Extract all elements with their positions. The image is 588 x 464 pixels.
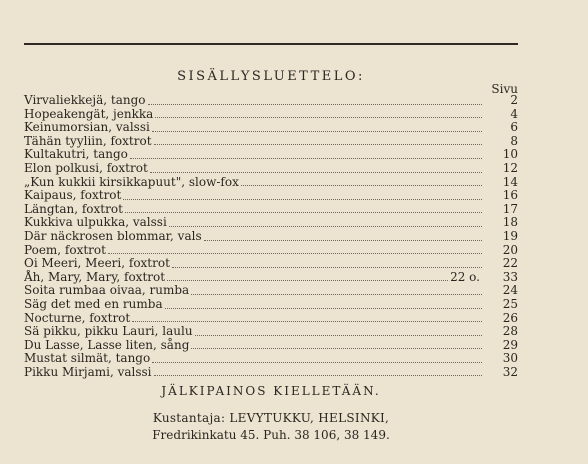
toc-entry-title: Tähän tyyliin, foxtrot — [24, 133, 152, 148]
dot-leader — [148, 102, 483, 105]
toc-entry-title: Keinumorsian, valssi — [24, 120, 150, 135]
toc-entry-title: „Kun kukkii kirsikkapuut", slow-fox — [24, 174, 239, 189]
toc-entry-page: 8 — [510, 133, 518, 148]
reprint-notice: JÄLKIPAINOS KIELLETÄÄN. — [161, 384, 381, 398]
toc-entry-title: Sä pikku, pikku Lauri, laulu — [24, 324, 193, 339]
toc-entry-page: 33 — [502, 269, 518, 284]
toc-entry-title: Hopeakengät, jenkka — [24, 106, 154, 121]
toc-entry — [24, 284, 518, 298]
page-column-header: Sivu — [491, 82, 518, 96]
toc-entry-page: 24 — [502, 283, 518, 298]
toc-entry-title: Mustat silmät, tango — [24, 351, 151, 366]
publisher-line: Kustantaja: LEVYTUKKU, HELSINKI, — [152, 411, 390, 425]
dot-leader — [155, 115, 482, 118]
toc-heading: SISÄLLYSLUETTELO: — [177, 69, 365, 84]
dot-leader — [191, 292, 482, 295]
dot-leader — [195, 333, 482, 336]
toc-entry-page: 20 — [502, 242, 518, 257]
toc-entry — [24, 176, 518, 190]
toc-entry — [24, 257, 518, 271]
toc-entry-page: 10 — [502, 147, 518, 162]
dot-leader — [191, 346, 482, 349]
toc-entry-page: 14 — [502, 174, 518, 189]
toc-entry — [24, 148, 518, 162]
toc-entry-page: 26 — [502, 310, 518, 325]
toc-entry-title: Soita rumbaa oivaa, rumba — [24, 283, 190, 298]
dot-leader — [152, 360, 482, 363]
toc-entry-page: 29 — [502, 337, 518, 352]
dot-leader — [154, 373, 482, 376]
toc-entry — [24, 298, 518, 312]
toc-entry-title: Säg det med en rumba — [24, 296, 163, 311]
toc-entry — [24, 271, 518, 285]
toc-entry-title: Oi Meeri, Meeri, foxtrot — [24, 256, 170, 271]
toc-entry — [24, 108, 518, 122]
toc-entry — [24, 203, 518, 217]
toc-entry-page: 32 — [502, 364, 518, 379]
toc-entry-page: 16 — [502, 188, 518, 203]
dot-leader — [165, 306, 482, 309]
toc-entry-title: Där näckrosen blommar, vals — [24, 228, 202, 243]
toc-entry — [24, 312, 518, 326]
toc-entry-extra-page: 22 o. — [450, 269, 480, 284]
toc-entry-page: 4 — [510, 106, 518, 121]
toc-entry-page: 30 — [502, 351, 518, 366]
dot-leader — [132, 319, 482, 322]
toc-entry — [24, 244, 518, 258]
toc-entry-title: Längtan, foxtrot — [24, 201, 123, 216]
toc-entry-page: 19 — [502, 228, 518, 243]
toc-entry — [24, 339, 518, 353]
top-rule — [24, 43, 518, 45]
dot-leader — [130, 156, 482, 159]
toc-entry — [24, 189, 518, 203]
toc-entry-page: 25 — [502, 296, 518, 311]
dot-leader — [167, 278, 448, 281]
toc-entry-title: Poem, foxtrot — [24, 242, 106, 257]
dot-leader — [150, 170, 482, 173]
toc-entry-title: Kultakutri, tango — [24, 147, 128, 162]
toc-entry — [24, 94, 518, 108]
toc-entry-title: Virvaliekkejä, tango — [24, 93, 146, 107]
toc-entry-page: 12 — [502, 160, 518, 175]
dot-leader — [125, 210, 482, 213]
dot-leader — [172, 265, 482, 268]
toc-entry-page: 22 — [502, 256, 518, 271]
toc-entry-page: 6 — [510, 120, 518, 135]
dot-leader — [241, 183, 482, 186]
toc-list — [24, 94, 518, 379]
dot-leader — [169, 224, 482, 227]
toc-entry-title: Kukkiva ulpukka, valssi — [24, 215, 167, 230]
toc-entry-title: Nocturne, foxtrot — [24, 310, 131, 325]
toc-entry-page: 17 — [502, 201, 518, 216]
toc-entry-title: Kaipaus, foxtrot — [24, 188, 122, 203]
toc-entry-title: Pikku Mirjami, valssi — [24, 364, 152, 379]
toc-entry — [24, 230, 518, 244]
toc-entry — [24, 325, 518, 339]
toc-entry — [24, 216, 518, 230]
dot-leader — [108, 251, 482, 254]
dot-leader — [152, 129, 482, 132]
toc-entry — [24, 162, 518, 176]
address-line: Fredrikinkatu 45. Puh. 38 106, 38 149. — [152, 428, 390, 442]
toc-entry-title: Du Lasse, Lasse liten, sång — [24, 337, 190, 352]
dot-leader — [204, 238, 482, 241]
toc-entry — [24, 121, 518, 135]
toc-entry — [24, 135, 518, 149]
toc-entry-title: Åh, Mary, Mary, foxtrot — [24, 269, 166, 284]
toc-entry — [24, 366, 518, 380]
toc-entry-page: 18 — [502, 215, 518, 230]
toc-entry-title: Elon polkusi, foxtrot — [24, 160, 148, 175]
toc-entry-page: 2 — [510, 93, 518, 107]
toc-entry — [24, 352, 518, 366]
toc-entry-page: 28 — [502, 324, 518, 339]
dot-leader — [123, 197, 482, 200]
dot-leader — [154, 142, 482, 145]
